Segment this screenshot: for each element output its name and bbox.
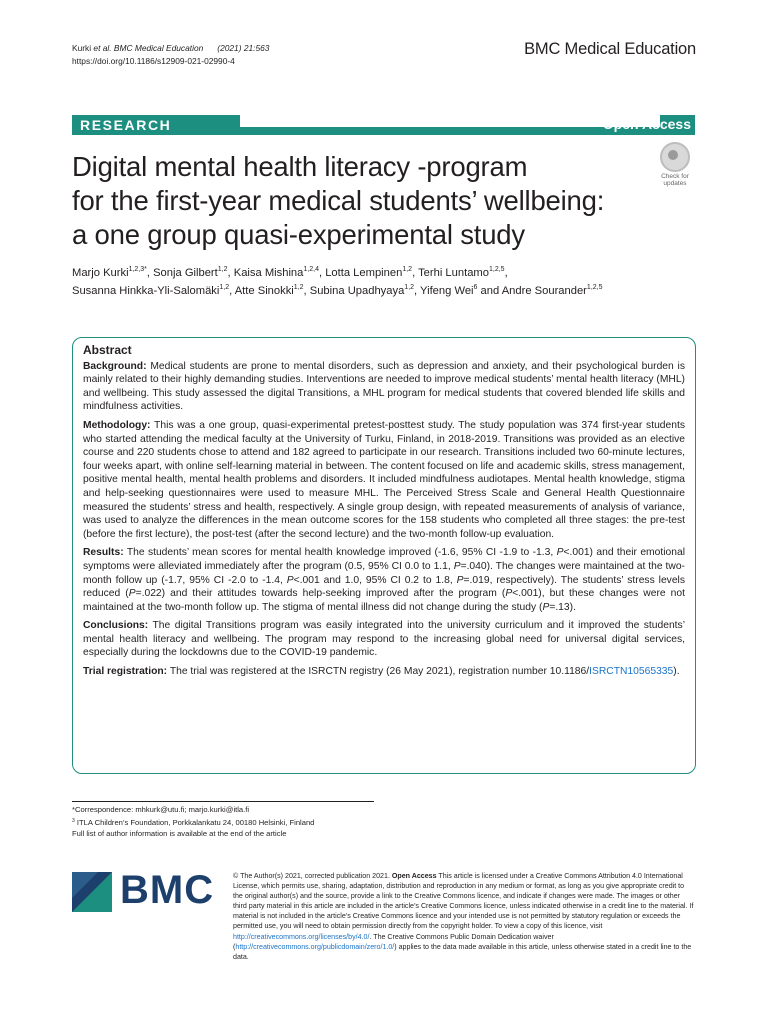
author-affiliation: 1,2 xyxy=(293,284,304,291)
section-label: Background: xyxy=(83,360,147,372)
author-name[interactable]: Lotta Lempinen xyxy=(325,267,403,279)
section-text: Medical students are prone to mental disorders, such as depression and anxiety, and their psychological burden is mainly related to their highly demanding studies. Interventions are needed to improve medical students’ mental health literacy (MHL) and wellbeing. This study assessed the digital Transitions, a MHL program for medical students that covered blended life skills and mindfulness activities. xyxy=(83,360,685,413)
check-updates-icon xyxy=(660,142,690,172)
banner-gap xyxy=(240,115,660,127)
author-line: Susanna Hinkka-Yli-Salomäki$^{1,2}$, Atte Sinokki$^{1,2}$, Subina Upadhyaya$^{1,2}$, Yifeng Wei$^6$ and Andre Sourander$^{1,2,5}$ xyxy=(72,284,603,297)
author-affiliation: 1,2 xyxy=(404,284,415,291)
section-label: Results: xyxy=(83,547,124,559)
abstract-heading: Abstract xyxy=(83,343,132,357)
section-text: The trial was registered at the ISRCTN registry (26 May 2021), registration number 10.1186/ xyxy=(169,666,590,678)
section-text: This was a one group, quasi-experimental pretest-posttest study. The study population was 374 first-year students who started attending the medical faculty at the University of Turku, Finland, in 2018-2019. Transitions was provided as an elective course and 220 students chose to attend and 182 agreed to participate in our research. Transitions included two 60-minute lectures, four weeks apart, with online self-learning material in between. The content focused on life and academic skills, stress management, positive mental health, mental health problems and disorders. It included mindfulness audiotapes. Mental health knowledge, stigma and help-seeking questionnaires were used to measure MHL. The Perceived Stress Scale and General Health Questionnaire measured the students’ stress and health, respectively. A single group design, with repeated measurements of analysis of variance, was used to analyze the differences in the mean outcome scores for the 158 students who completed all three stages: the pre-test (before the first lecture), the post-test (after the second lecture) and the two-month follow-up evaluation. xyxy=(83,419,685,540)
author-name[interactable]: Atte Sinokki xyxy=(234,285,294,297)
abstract-trial-registration: Trial registration: The trial was registered at the ISRCTN registry (26 May 2021), registration number 10.1186/ISRCTN10565335). xyxy=(83,666,680,678)
author-name[interactable]: Kaisa Mishina xyxy=(233,267,304,279)
citation-authors: Kurki xyxy=(72,43,92,53)
isrctn-link[interactable]: ISRCTN10565335 xyxy=(589,666,674,678)
abstract-methodology xyxy=(83,419,685,541)
abstract-results: Results: The students’ mean scores for mental health knowledge improved (-1.6, 95% CI -1.9 to -1.3, P<.001) and their emotional symptoms were alleviated immediately after the program (0.5, 95% CI 0.0 to 1.1, P=.040). The changes were maintained at the two-month follow up (-1.7, 95% CI -2.0 to -1.4, P<.001 and 1.0, 95% CI 0.2 to 1.8, P=.019, respectively). The students’ stress levels reduced (P=.022) and their attitudes towards help-seeking improved after the program (P<.001), but these changes were not maintained at the two-month follow up. The stigma of mental illness did not change during the study (P=.13). xyxy=(83,547,685,613)
section-banner xyxy=(72,115,695,135)
author-line: Marjo Kurki$^{1,2,3*}$, Sonja Gilbert$^{1,2}$, Kaisa Mishina$^{1,2,4}$, Lotta Lempinen$^{1,2}$, Terhi Luntamo$^{1,2,5}$, xyxy=(72,266,508,279)
correspondence-note: *Correspondence: mhkurk@utu.fi; marjo.kurki@itla.fi xyxy=(72,805,250,814)
author-affiliation: 6 xyxy=(473,284,478,291)
author-affiliation: 1,2 xyxy=(402,266,413,273)
author-list xyxy=(72,264,695,300)
cc-by-link[interactable]: http://creativecommons.org/licenses/by/4.0/ xyxy=(233,932,370,941)
citation-etal: et al. BMC Medical Education xyxy=(93,43,204,53)
abstract-background xyxy=(83,360,685,414)
footnote-divider xyxy=(72,801,374,802)
citation-line xyxy=(72,42,269,55)
author-affiliation: 1,2,5 xyxy=(586,284,603,291)
author-name[interactable]: Andre Sourander xyxy=(501,285,587,297)
author-name[interactable]: Yifeng Wei xyxy=(420,285,474,297)
author-affiliation: 1,2,4 xyxy=(303,266,319,273)
author-affiliation: 1,2 xyxy=(219,284,230,291)
cc-zero-link[interactable]: http://creativecommons.org/publicdomain/zero/1.0/ xyxy=(235,942,395,951)
article-title xyxy=(72,150,652,252)
section-text: The digital Transitions program was easily integrated into the university curriculum and it improved the students’ mental health literacy and wellbeing. The program may respond to the increasing global need for universal digital services, especially during the lockdowns due to the COVID-19 pandemic. xyxy=(83,620,685,659)
section-label: Trial registration: xyxy=(83,666,168,678)
abstract-conclusions xyxy=(83,619,685,660)
license-statement: © The Author(s) 2021, corrected publication 2021. Open Access This article is licensed under a Creative Commons Attribution 4.0 International License, which permits use, sharing, adaptation, distribution and reproduction in any medium or format, as long as you give appropriate credit to the original author(s) and the source, provide a link to the Creative Commons licence, and indicate if changes were made. The images or other third party material in this article are included in the article’s Creative Commons licence, unless indicated otherwise in a credit line to the material. If material is not included in the article’s Creative Commons licence and your intended use is not permitted by statutory regulation or exceeds the permitted use, you will need to obtain permission directly from the copyright holder. To view a copy of this licence, visit http://creativecommons.org/licenses/by/4.0/. The Creative Commons Public Domain Dedication waiver (http://creativecommons.org/publicdomain/zero/1.0/) applies to the data made available in this article, unless otherwise stated in a credit line to the data. xyxy=(233,872,694,961)
author-name[interactable]: Sonja Gilbert xyxy=(153,267,218,279)
journal-name: BMC Medical Education xyxy=(524,40,696,58)
author-name[interactable]: Subina Upadhyaya xyxy=(309,285,405,297)
footnotes xyxy=(72,804,314,840)
abstract-box xyxy=(72,337,696,774)
bmc-logo-mark xyxy=(72,872,112,912)
author-affiliation: 1,2,5 xyxy=(488,266,505,273)
bmc-logo xyxy=(72,868,222,912)
citation-block xyxy=(72,42,269,68)
author-affiliation: 1,2 xyxy=(217,266,228,273)
affiliation-note: $^3$ ITLA Children’s Foundation, Porkkalankatu 24, 00180 Helsinki, Finland xyxy=(72,817,315,827)
section-label: Conclusions: xyxy=(83,620,149,632)
check-updates-label: Check for updates xyxy=(661,173,689,187)
author-name[interactable]: Terhi Luntamo xyxy=(418,267,489,279)
check-for-updates-badge[interactable] xyxy=(655,142,695,187)
author-info-note: Full list of author information is available at the end of the article xyxy=(72,829,287,838)
section-label: Methodology: xyxy=(83,419,151,431)
author-affiliation: 1,2,3* xyxy=(128,266,147,273)
section-label: RESEARCH xyxy=(80,117,172,133)
open-access-label: Open Access xyxy=(602,116,691,132)
open-access-bold: Open Access xyxy=(391,872,437,880)
title-line: Digital mental health literacy -program xyxy=(72,151,528,182)
title-line: a one group quasi-experimental study xyxy=(72,219,525,250)
bmc-logo-text: BMC xyxy=(120,868,215,912)
title-line: for the first-year medical students’ wellbeing: xyxy=(72,185,605,216)
doi-link[interactable]: https://doi.org/10.1186/s12909-021-02990-4 xyxy=(72,56,235,66)
citation-year: (2021) 21:563 xyxy=(217,43,270,53)
author-name[interactable]: Susanna Hinkka-Yli-Salomäki xyxy=(72,285,220,297)
author-name[interactable]: Marjo Kurki xyxy=(72,267,129,279)
